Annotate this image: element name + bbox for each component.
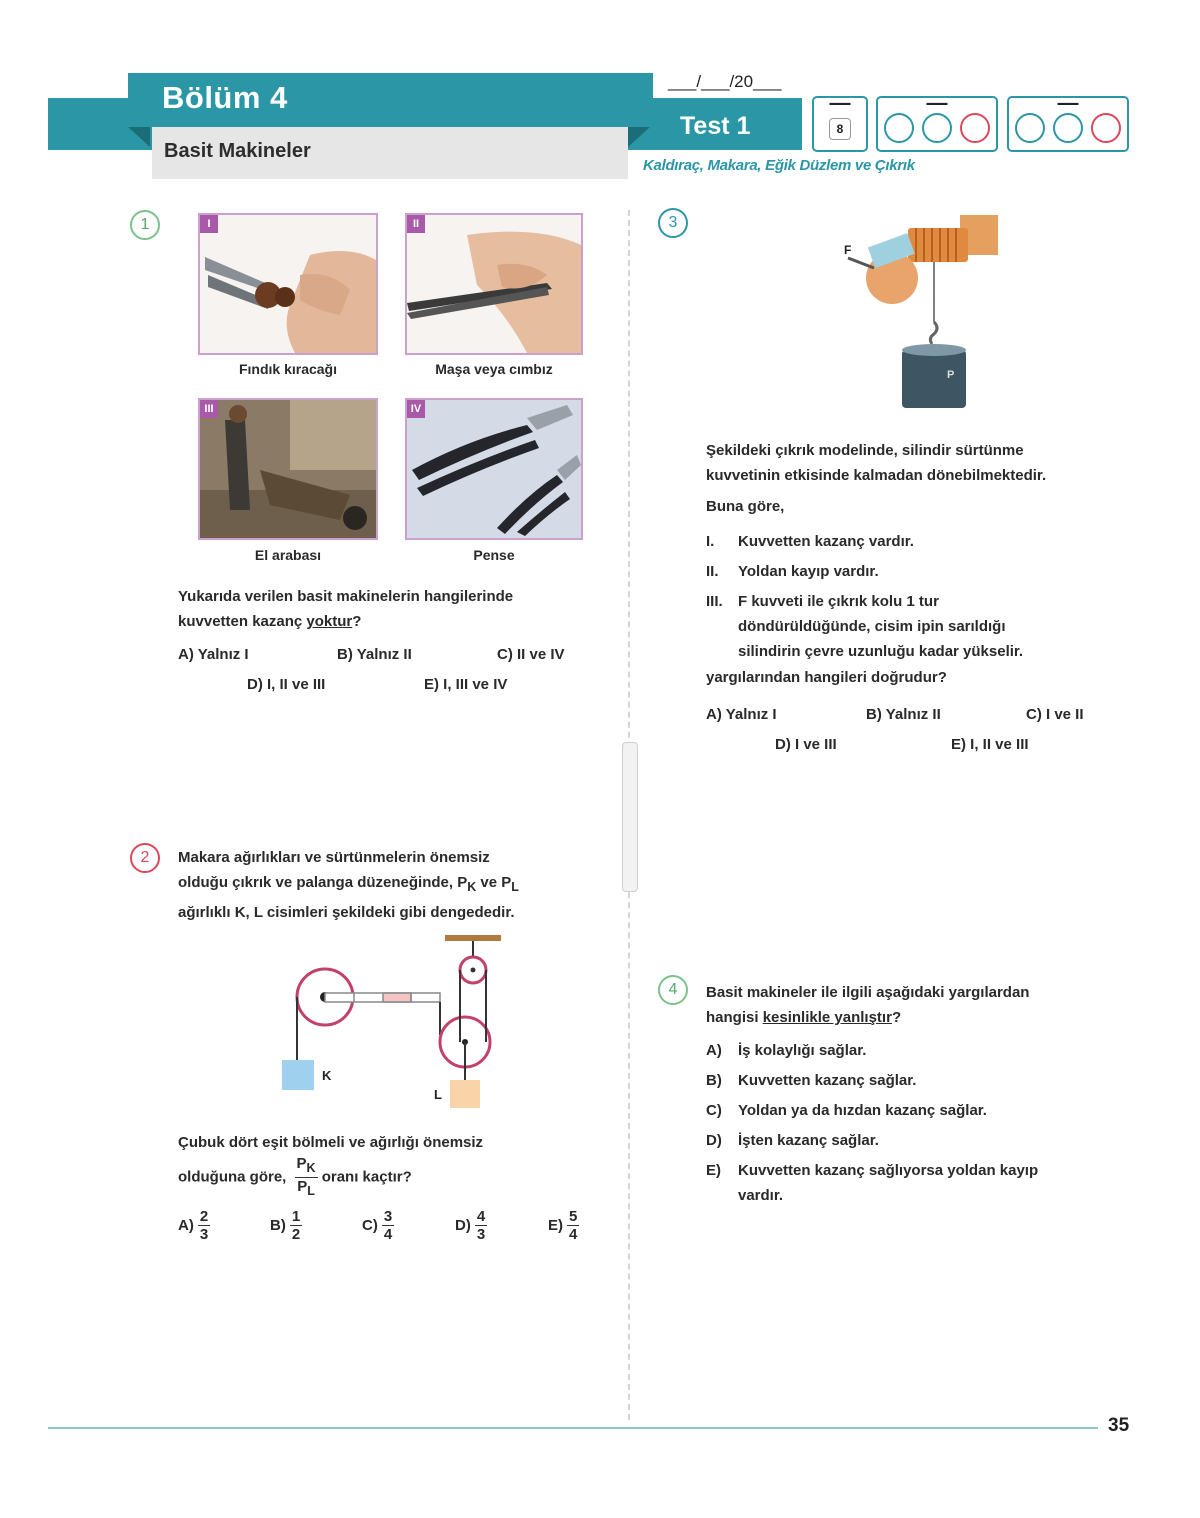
score-circle[interactable] — [884, 113, 914, 143]
q3-lead: Buna göre, — [706, 498, 785, 515]
q2-ask-text: oranı kaçtır? — [321, 1168, 412, 1186]
box-caption: ▬▬▬ — [926, 100, 948, 107]
footer-line — [48, 1427, 1098, 1429]
q4-text-line: hangisi — [706, 1009, 763, 1026]
tweezers-icon — [407, 215, 581, 353]
caption-pliers: Pense — [473, 547, 515, 563]
side-tag — [622, 742, 638, 892]
q3-option-c[interactable]: C) I ve II — [1026, 706, 1084, 723]
question-count: 8 — [829, 118, 851, 140]
question-number-1: 1 — [130, 210, 160, 240]
q1-text-line: Yukarıda verilen basit makinelerin hangilerinde — [178, 588, 514, 605]
question-3-text — [706, 438, 1146, 488]
winch-handle — [848, 258, 874, 268]
q1-text-line: kuvvetten kazanç — [178, 613, 307, 630]
q3-option-d[interactable]: D) I ve III — [775, 736, 837, 753]
q4-option-b[interactable]: B) Kuvvetten kazanç sağlar. — [706, 1072, 917, 1089]
block-k — [282, 1060, 314, 1090]
date-field: ___/___/20___ — [668, 72, 782, 91]
ratio-fraction — [295, 1155, 318, 1200]
q2-text-line: Makara ağırlıkları ve sürtünmelerin önemsiz — [178, 849, 490, 866]
caption-nutcracker: Fındık kıracağı — [238, 361, 338, 377]
test-fold — [628, 127, 650, 147]
winch-diagram — [840, 210, 1010, 415]
label-k: K — [322, 1068, 332, 1083]
score-circle[interactable] — [922, 113, 952, 143]
q3-option-a[interactable]: A) Yalnız I — [706, 706, 777, 723]
topic-title: Kaldıraç, Makara, Eğik Düzlem ve Çıkrık — [643, 157, 915, 174]
label-l: L — [434, 1087, 442, 1102]
weight-p — [902, 350, 966, 408]
q1-text-end: ? — [352, 613, 362, 630]
ratio-denominator: $P_L$ — [297, 1178, 315, 1198]
label-f: F — [844, 243, 852, 257]
score-circle[interactable] — [1053, 113, 1083, 143]
photo-tag: IV — [407, 400, 425, 418]
question-number-3: 3 — [658, 208, 688, 238]
q3-text-line: kuvvetinin etkisinde kalmadan dönebilmektedir. — [706, 467, 1047, 484]
q4-text-end: ? — [891, 1009, 902, 1026]
q1-option-a[interactable]: A) Yalnız I — [178, 646, 249, 663]
score-circle[interactable] — [1015, 113, 1045, 143]
photo-tag: III — [200, 400, 218, 418]
q3-statement-3: III. F kuvveti ile çıkrık kolu 1 tur — [706, 593, 939, 610]
q1-emphasis: yoktur — [306, 613, 353, 630]
subscript-k: K — [467, 880, 477, 894]
ratio-numerator: $P_K$ — [295, 1155, 318, 1178]
q2-option-e[interactable]: E) $\frac{5}{4}$ — [548, 1208, 578, 1243]
q3-option-e[interactable]: E) I, II ve III — [951, 736, 1029, 753]
q1-option-e[interactable]: E) I, III ve IV — [424, 676, 508, 693]
photo-nutcracker — [198, 213, 378, 355]
q2-text-line: olduğu çıkrık ve palanga düzeneğinde, P — [178, 874, 468, 891]
q4-text-line: Basit makineler ile ilgili aşağıdaki yargılardan — [706, 984, 1030, 1001]
q4-option-e-line: vardır. — [738, 1187, 784, 1204]
q4-option-d[interactable]: D) İşten kazanç sağlar. — [706, 1132, 879, 1149]
ceiling-mount — [445, 935, 501, 941]
question-number-4: 4 — [658, 975, 688, 1005]
q3-ask: yargılarından hangileri doğrudur? — [706, 669, 947, 686]
box-caption: ▬▬▬ — [829, 100, 851, 107]
q2-ask-line: Çubuk dört eşit bölmeli ve ağırlığı önemsiz — [178, 1134, 484, 1151]
wheelbarrow-icon — [200, 400, 376, 538]
q2-option-a[interactable]: A) $\frac{2}{3}$ — [178, 1208, 209, 1243]
nutcracker-icon — [200, 215, 376, 353]
score-box-2 — [1007, 96, 1129, 152]
question-4-text — [706, 980, 1146, 1030]
q2-ask-text: olduğuna göre, — [178, 1168, 287, 1186]
q3-option-b[interactable]: B) Yalnız II — [866, 706, 941, 723]
photo-tweezers — [405, 213, 583, 355]
q2-ask-ratio — [178, 1155, 598, 1200]
question-2-text — [178, 845, 598, 925]
q2-text-line: ve P — [476, 874, 512, 891]
question-1-text — [178, 584, 598, 634]
box-caption: ▬▬▬ — [1057, 100, 1079, 107]
q1-option-c[interactable]: C) II ve IV — [497, 646, 565, 663]
test-label: Test 1 — [680, 112, 751, 140]
pulley-system-diagram — [270, 925, 520, 1115]
label-p: P — [947, 369, 955, 381]
chapter-subtitle: Basit Makineler — [164, 140, 311, 162]
q2-option-c[interactable]: C) $\frac{3}{4}$ — [362, 1208, 393, 1243]
subscript-l: L — [511, 880, 519, 894]
page-number: 35 — [1108, 1415, 1130, 1436]
q3-text-line: Şekildeki çıkrık modelinde, silindir sürtünme — [706, 442, 1024, 459]
q4-option-a[interactable]: A) İş kolaylığı sağlar. — [706, 1042, 867, 1059]
q4-option-e[interactable]: E) Kuvvetten kazanç sağlıyorsa yoldan kayıp — [706, 1162, 1039, 1179]
q3-statement-3-line: döndürüldüğünde, cisim ipin sarıldığı — [738, 618, 1006, 635]
q3-statement-2: II. Yoldan kayıp vardır. — [706, 563, 879, 580]
score-circle[interactable] — [1091, 113, 1121, 143]
q4-emphasis: kesinlikle yanlıştır — [762, 1009, 892, 1026]
q1-option-b[interactable]: B) Yalnız II — [337, 646, 412, 663]
score-circle[interactable] — [960, 113, 990, 143]
tab-fold — [128, 127, 150, 147]
photo-tag: I — [200, 215, 218, 233]
question-number-2: 2 — [130, 843, 160, 873]
photo-pliers — [405, 398, 583, 540]
q4-option-c[interactable]: C) Yoldan ya da hızdan kazanç sağlar. — [706, 1102, 987, 1119]
photo-wheelbarrow — [198, 398, 378, 540]
block-l — [450, 1080, 480, 1108]
q2-text-line: ağırlıklı K, L cisimleri şekildeki gibi dengededir. — [178, 904, 515, 921]
q2-option-b[interactable]: B) $\frac{1}{2}$ — [270, 1208, 301, 1243]
question-count-box — [812, 96, 868, 152]
q3-statement-3-line: silindirin çevre uzunluğu kadar yükselir. — [738, 643, 1024, 660]
pliers-icon — [407, 400, 581, 538]
q3-statement-1: I. Kuvvetten kazanç vardır. — [706, 533, 914, 550]
caption-wheelbarrow: El arabası — [254, 547, 322, 563]
photo-tag: II — [407, 215, 425, 233]
score-box-1 — [876, 96, 998, 152]
chapter-title: Bölüm 4 — [162, 80, 288, 115]
q1-option-d[interactable]: D) I, II ve III — [247, 676, 326, 693]
caption-tweezers: Maşa veya cımbız — [435, 361, 553, 377]
q2-option-d[interactable]: D) $\frac{4}{3}$ — [455, 1208, 486, 1243]
